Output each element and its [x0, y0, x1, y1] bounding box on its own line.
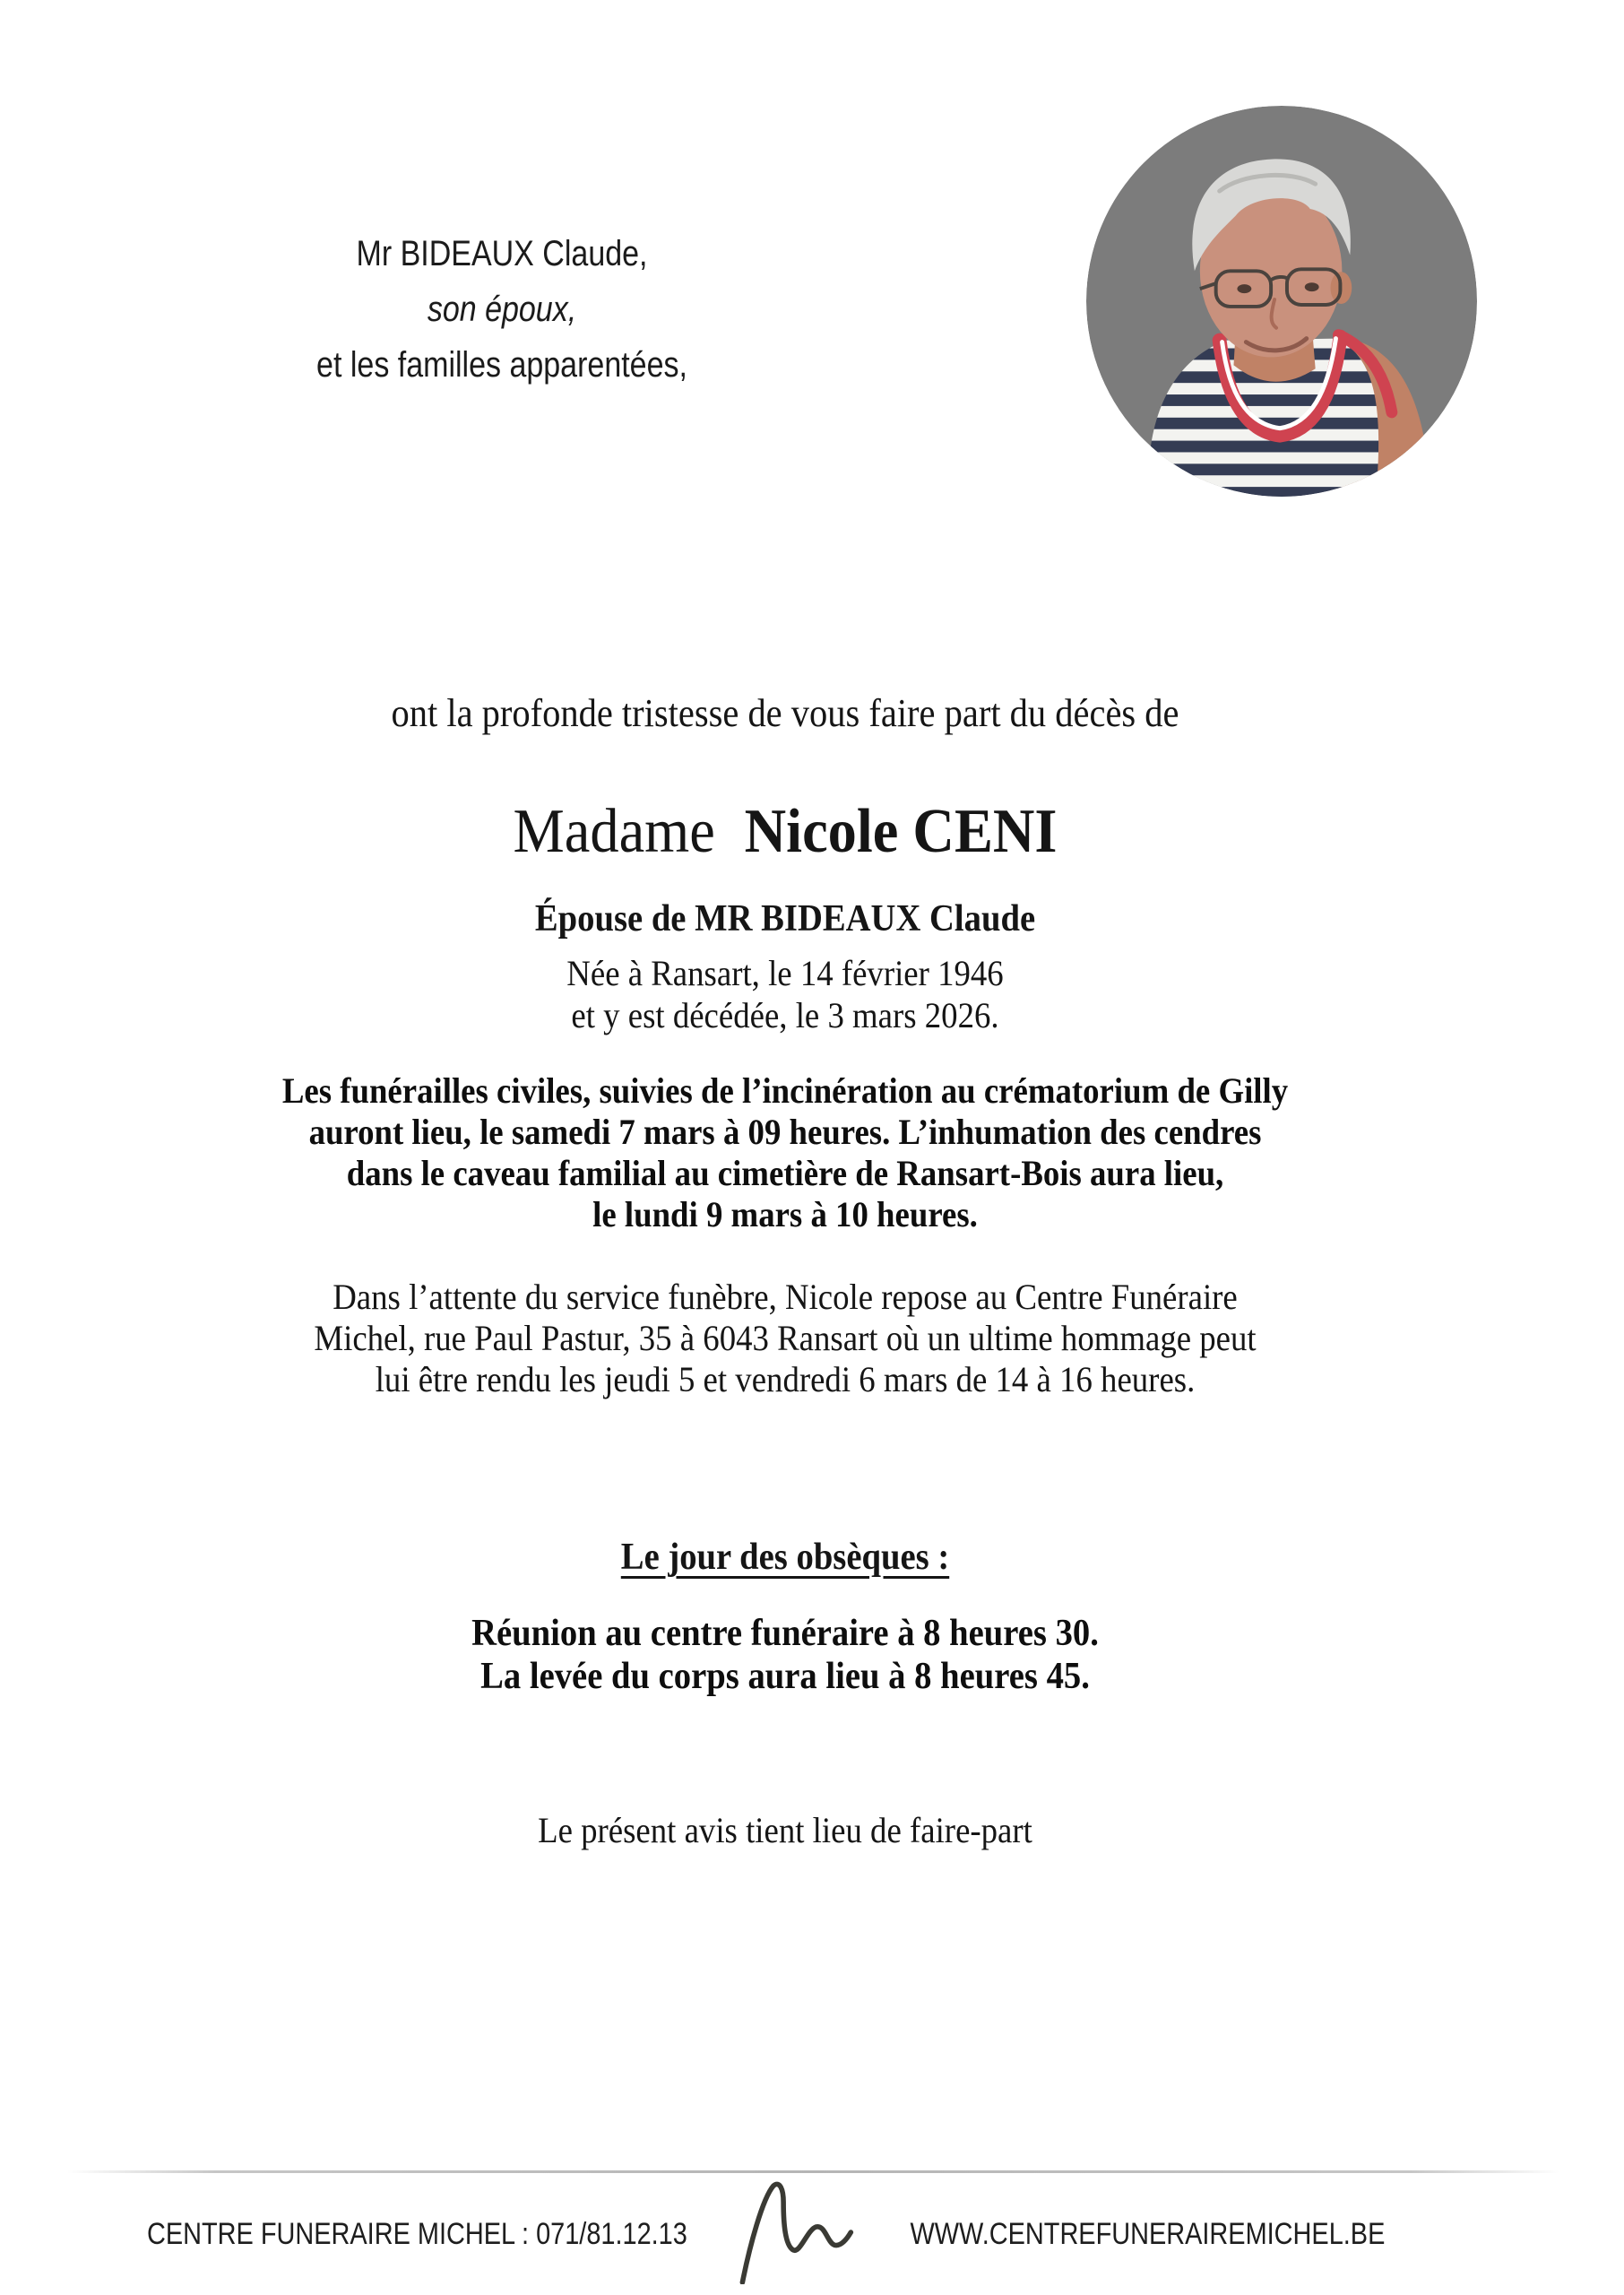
deceased-name-line [151, 796, 1421, 868]
death-line: et y est décédée, le 3 mars 2026. [571, 995, 999, 1035]
signature-m-icon [726, 2175, 883, 2284]
family-block [197, 226, 807, 393]
obsequies-line-2: La levée du corps aura lieu à 8 heures 45. [480, 1656, 1090, 1697]
spouse-line: Épouse de MR BIDEAUX Claude [534, 898, 1036, 940]
repose-line: Dans l’attente du service funèbre, Nicole repose au Centre Funéraire [333, 1277, 1238, 1317]
family-line-families: et les familles apparentées, [316, 345, 687, 385]
family-line-relation: son époux, [427, 290, 577, 329]
funeral-line: dans le caveau familial au cimetière de Ransart-Bois aura lieu, [346, 1153, 1224, 1193]
repose-paragraph [151, 1277, 1421, 1400]
funeral-paragraph [151, 1070, 1421, 1235]
obsequies-heading: Le jour des obsèques : [620, 1537, 950, 1578]
deceased-title: Madame [513, 797, 715, 866]
birth-line: Née à Ransart, le 14 février 1946 [566, 953, 1004, 993]
obsequies-block [151, 1612, 1421, 1698]
funeral-line: Les funérailles civiles, suivies de l’incinération au crématorium de Gilly [281, 1070, 1289, 1111]
family-line-husband: Mr BIDEAUX Claude, [356, 234, 648, 273]
obsequies-line-1: Réunion au centre funéraire à 8 heures 30. [471, 1613, 1099, 1654]
repose-line: lui être rendu les jeudi 5 et vendredi 6 mars de 14 à 16 heures. [375, 1359, 1196, 1399]
portrait-illustration [1086, 106, 1477, 497]
repose-line: Michel, rue Paul Pastur, 35 à 6043 Ransart où un ultime hommage peut [314, 1318, 1257, 1358]
notice-line: Le présent avis tient lieu de faire-part [538, 1810, 1032, 1850]
portrait-photo [1086, 106, 1477, 497]
deceased-name: Nicole CENI [744, 797, 1058, 866]
footer-divider [67, 2170, 1559, 2173]
footer-website: WWW.CENTREFUNERAIREMICHEL.BE [910, 2217, 1385, 2251]
funeral-line: auront lieu, le samedi 7 mars à 09 heures. L’inhumation des cendres [308, 1112, 1262, 1152]
footer-funeral-home-phone: CENTRE FUNERAIRE MICHEL : 071/81.12.13 [147, 2217, 687, 2251]
funeral-line: le lundi 9 mars à 10 heures. [592, 1194, 978, 1234]
vitals-block [151, 952, 1421, 1036]
intro-line: ont la profonde tristesse de vous faire part du décès de [391, 691, 1179, 735]
